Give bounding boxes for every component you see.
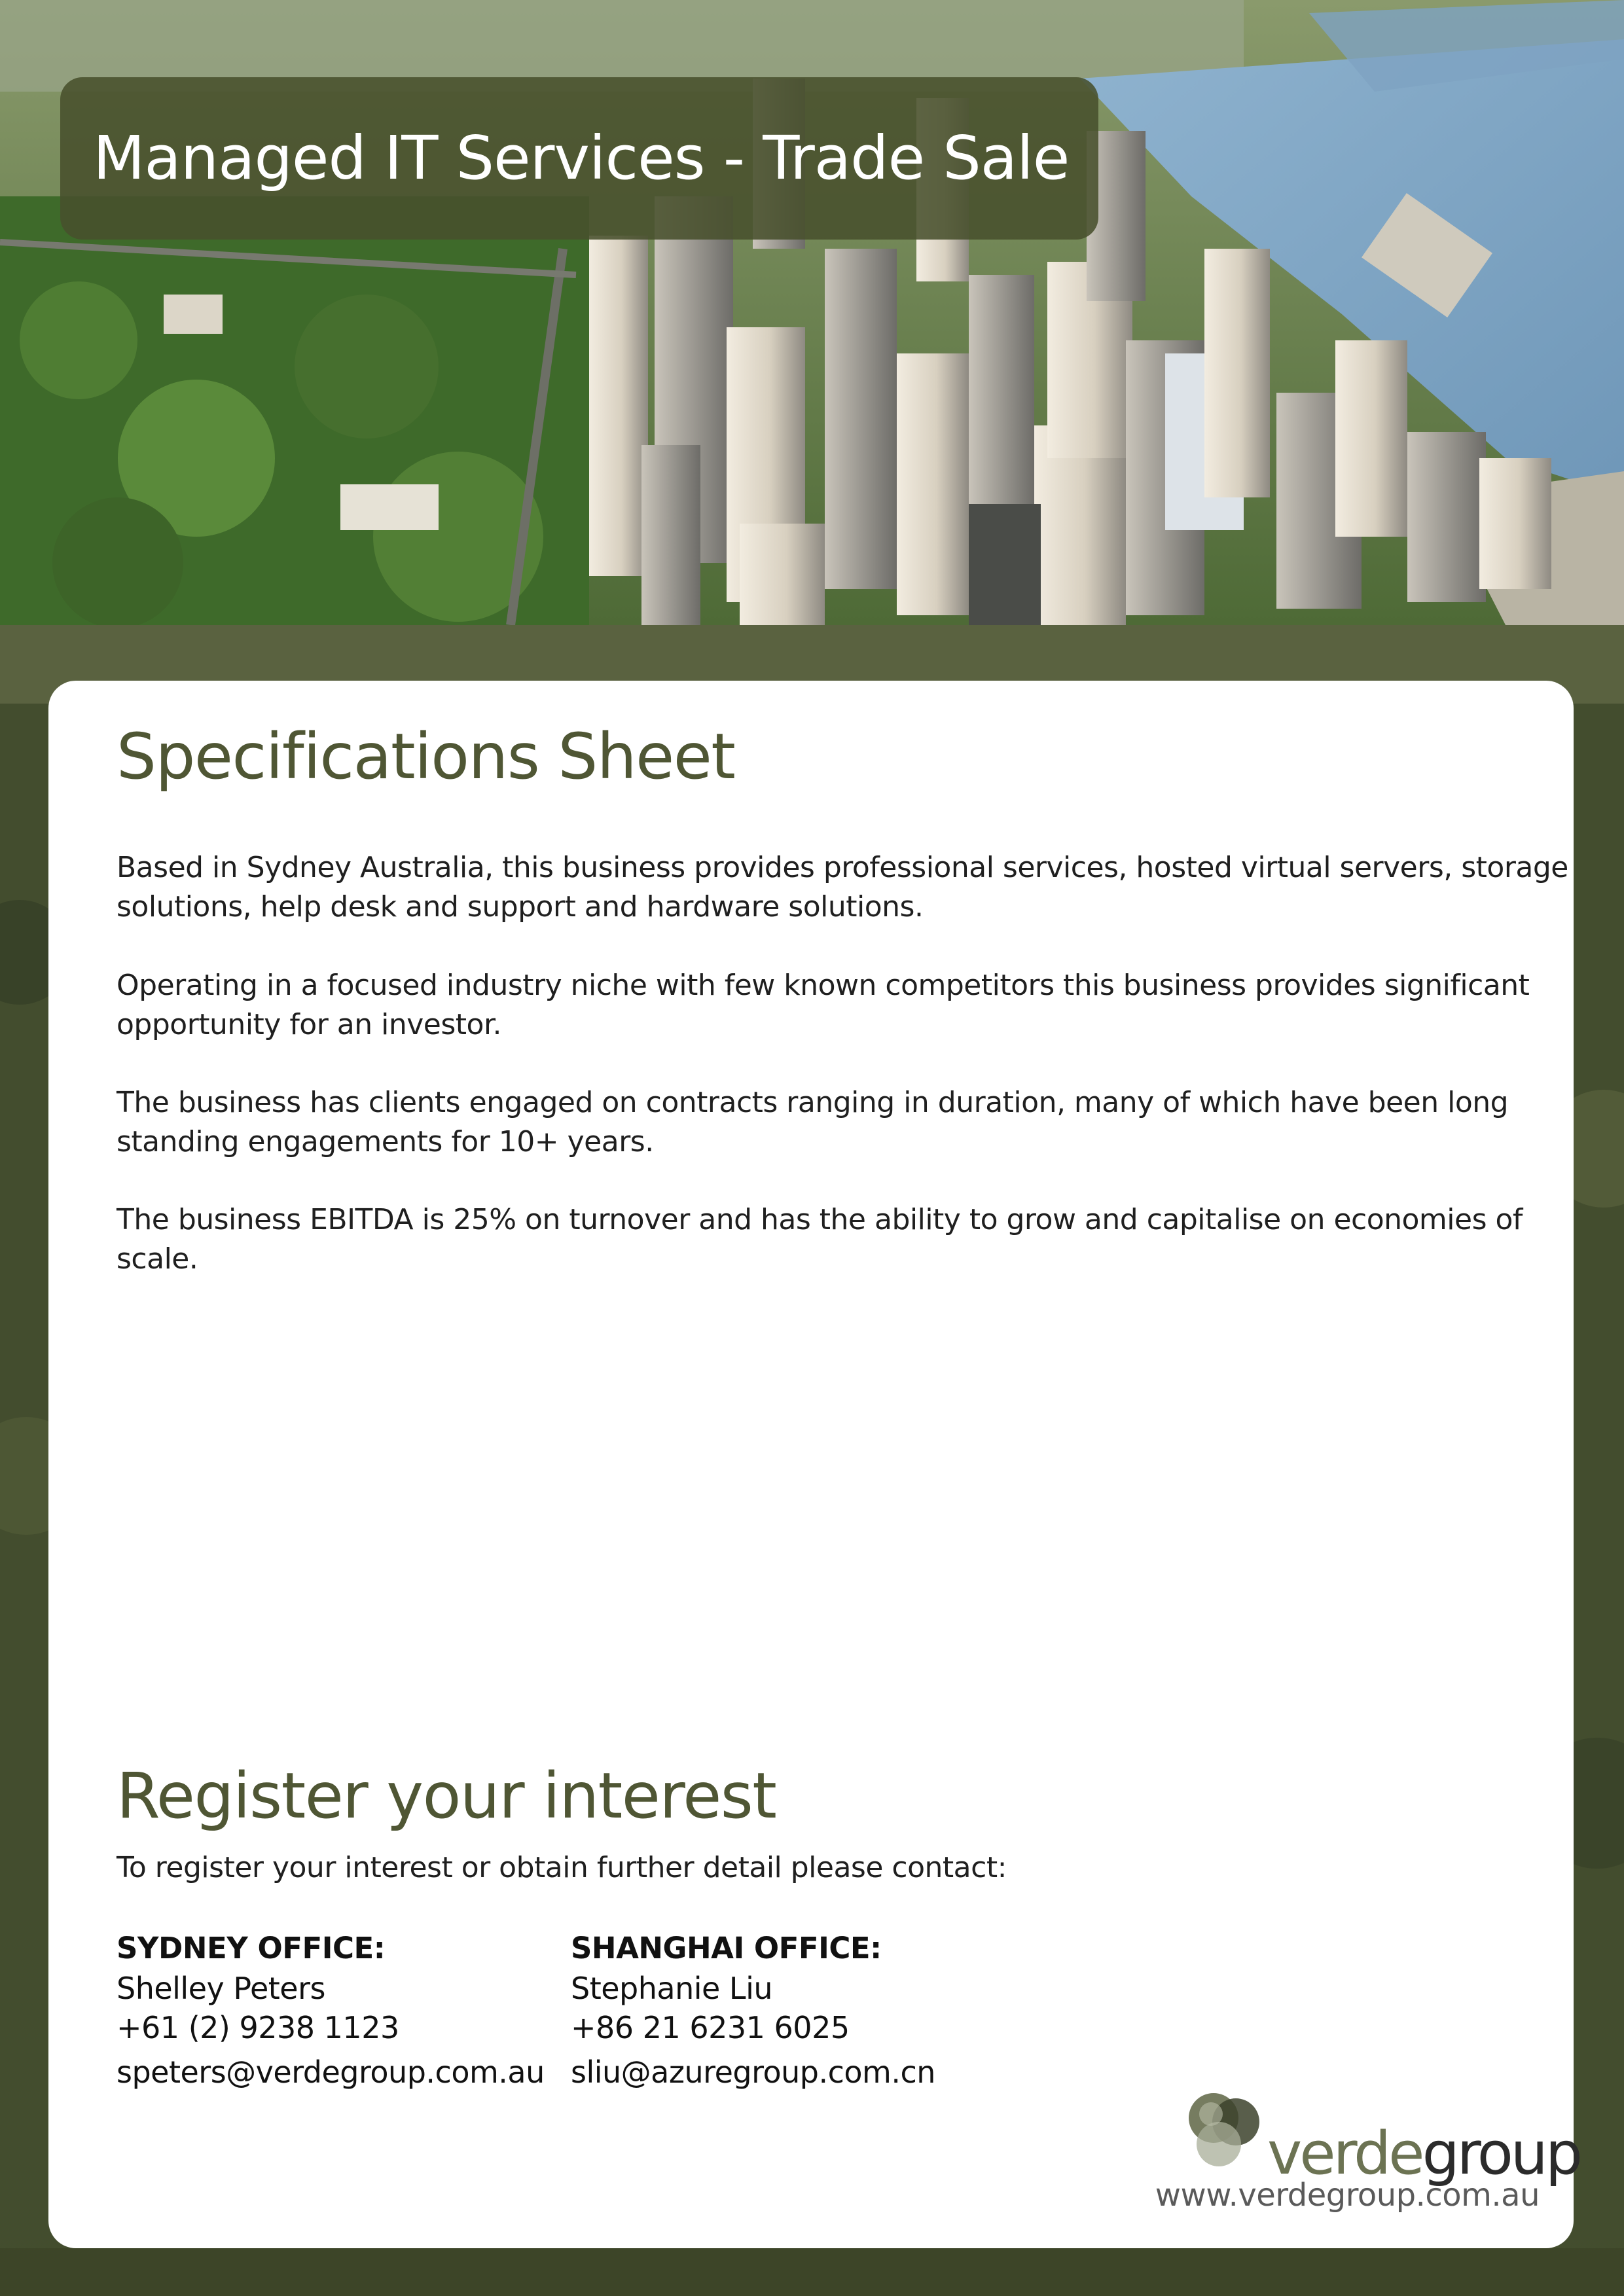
contact-phone[interactable]: +61 (2) 9238 1123 [117,2010,399,2045]
verde-group-logo-icon [1185,2088,1266,2173]
contact-email[interactable]: speters@verdegroup.com.au [117,2054,545,2090]
spec-paragraph-2: Operating in a focused industry niche with few known competitors this business provides significant opportunity for an investor. [117,969,1530,1041]
content-card [48,681,1580,2248]
contact-name: Shelley Peters [117,1971,325,2006]
page-title: Managed IT Services - Trade Sale [93,123,1070,193]
title-banner [60,77,1098,240]
spec-paragraph-4: The business EBITDA is 25% on turnover and has the ability to grow and capitalise on economies of scale. [117,1203,1523,1276]
website-link[interactable]: www.verdegroup.com.au [1155,2177,1540,2214]
spec-paragraph-1: Based in Sydney Australia, this business provides professional services, hosted virtual servers, storage solutions, help desk and support and hardware solutions. [117,851,1568,924]
specifications-heading: Specifications Sheet [117,720,735,793]
logo-word-verde: verde [1267,2119,1422,2188]
contact-email[interactable]: sliu@azuregroup.com.cn [571,2054,935,2090]
office-label: SHANGHAI OFFICE: [571,1931,882,1965]
office-label: SYDNEY OFFICE: [117,1931,386,1965]
spec-paragraph-3: The business has clients engaged on contracts ranging in duration, many of which have been long standing engagements for 10+ years. [117,1086,1509,1158]
logo-word-group: group [1422,2119,1580,2188]
register-heading: Register your interest [117,1759,776,1833]
sydney-office-contact [117,1928,545,2092]
hero-photo [0,0,1624,625]
contact-name: Stephanie Liu [571,1971,772,2006]
contact-phone[interactable]: +86 21 6231 6025 [571,2010,850,2045]
register-intro: To register your interest or obtain further detail please contact: [117,1851,1007,1884]
shanghai-office-contact [571,1928,935,2092]
